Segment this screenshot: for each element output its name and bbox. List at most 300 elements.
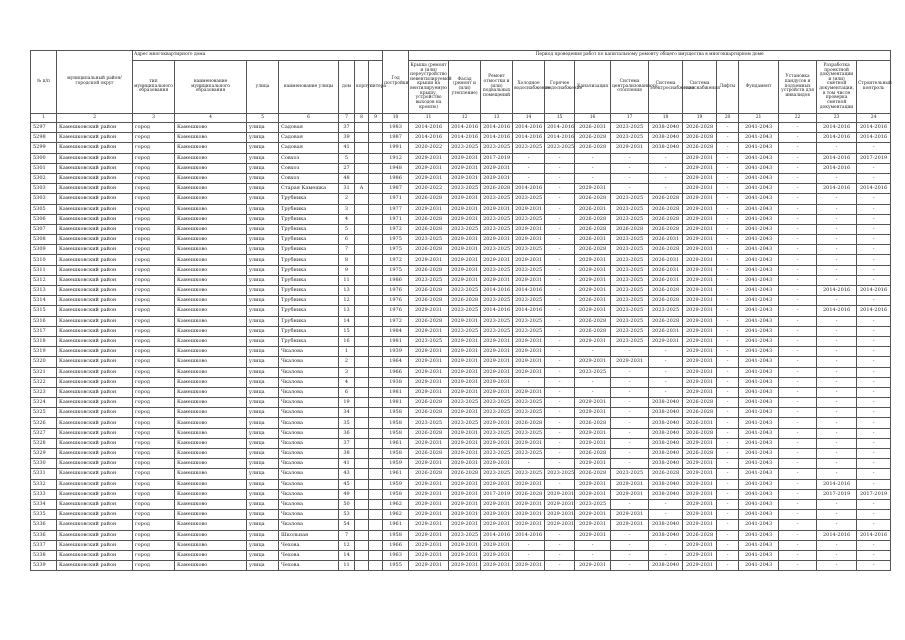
table-body [31,123,891,571]
table-cell: город [133,561,175,571]
table-cell: 1961 [383,438,409,448]
table-cell [369,377,383,387]
table-cell [369,143,383,153]
table-cell: 2026-2028 [683,398,717,408]
table-cell: - [545,173,575,183]
table-cell: улица [247,449,279,459]
table-cell: улица [247,235,279,245]
table-cell: Камешковский район [57,550,133,560]
table-cell: 2026-2028 [449,469,481,479]
table-cell: 2041-2043 [739,184,779,194]
table-cell: 2029-2031 [513,479,545,489]
table-cell: город [133,194,175,204]
table-cell: 2023-2025 [513,326,545,336]
table-cell: 2029-2031 [513,204,545,214]
table-cell: - [779,428,817,438]
table-cell: 2029-2031 [449,428,481,438]
table-cell: 2029-2031 [513,235,545,245]
table-cell: - [779,286,817,296]
table-cell: 2023-2025 [481,143,513,153]
table-cell: 2029-2031 [545,499,575,509]
table-cell: - [857,459,891,469]
table-cell: - [817,367,857,377]
table-cell: 5310 [31,255,57,265]
table-cell: 2029-2031 [409,204,449,214]
table-cell [355,296,369,306]
table-cell [369,367,383,377]
table-cell: 2029-2031 [683,224,717,234]
table-cell: - [817,398,857,408]
table-cell: 2029-2031 [611,357,649,367]
table-cell: 5339 [31,561,57,571]
table-cell: 50 [339,499,355,509]
table-cell: город [133,377,175,387]
table-cell: 39 [339,133,355,143]
table-cell: Чкалова [279,469,339,479]
column-number: 23 [817,114,857,123]
table-row [31,479,891,489]
table-cell: - [817,459,857,469]
table-cell: - [575,347,611,357]
table-cell [355,408,369,418]
table-cell: - [817,387,857,397]
table-cell: - [649,153,683,163]
table-cell: - [857,245,891,255]
table-cell: 2026-2031 [649,275,683,285]
header-cell: № п/п [31,51,57,114]
table-cell: 2017-2019 [481,153,513,163]
table-row [31,265,891,275]
table-cell: 2041-2043 [739,194,779,204]
table-cell: Камешково [175,459,247,469]
table-cell: - [857,214,891,224]
table-cell: 8 [339,255,355,265]
table-cell: Камешковский район [57,357,133,367]
table-cell: 2017-2019 [857,489,891,499]
table-cell: Камешковский район [57,520,133,530]
table-cell: 2014-2016 [481,133,513,143]
table-cell: 2029-2031 [649,336,683,346]
table-cell: 2029-2031 [683,367,717,377]
table-cell: улица [247,245,279,255]
table-cell: 2029-2031 [409,163,449,173]
table-cell: 1976 [383,306,409,316]
table-cell: - [857,296,891,306]
table-cell: Камешковский район [57,316,133,326]
table-cell: 1955 [383,561,409,571]
table-cell: 2029-2031 [481,275,513,285]
table-cell: 2029-2031 [683,194,717,204]
table-cell: - [575,550,611,560]
table-cell [355,438,369,448]
table-cell: Чкалова [279,449,339,459]
table-cell: 5317 [31,326,57,336]
table-cell: - [717,214,739,224]
table-cell: 5300 [31,153,57,163]
table-cell [355,398,369,408]
table-cell: 2023-2025 [481,194,513,204]
table-cell: 1939 [383,347,409,357]
table-cell [369,499,383,509]
table-cell: 2041-2043 [739,499,779,509]
table-cell: Камешково [175,245,247,255]
table-cell: Камешково [175,194,247,204]
table-cell: 5325 [31,408,57,418]
table-cell: 49 [339,489,355,499]
table-cell: 5335 [31,510,57,520]
table-cell: 2038-2040 [649,561,683,571]
table-cell: 2041-2043 [739,255,779,265]
table-cell: Трубника [279,265,339,275]
table-cell: город [133,153,175,163]
table-cell: Камешково [175,530,247,540]
table-cell: - [717,245,739,255]
table-cell: 2029-2031 [449,489,481,499]
table-cell: - [857,499,891,509]
table-cell: - [611,561,649,571]
table-cell: город [133,326,175,336]
table-cell: 2038-2040 [649,520,683,530]
table-cell: 2014-2016 [857,184,891,194]
table-cell: 2029-2031 [409,173,449,183]
table-cell: - [779,143,817,153]
table-cell: - [779,173,817,183]
table-cell: 43 [339,469,355,479]
table-cell: - [513,153,545,163]
table-cell: 2029-2031 [683,561,717,571]
table-cell: 2023-2025 [513,245,545,255]
table-cell: Камешковский район [57,561,133,571]
table-cell: - [717,163,739,173]
table-cell: 2023-2025 [513,143,545,153]
table-cell: - [857,326,891,336]
table-cell: 2029-2031 [683,316,717,326]
table-cell: 2023-2025 [611,235,649,245]
table-cell: 2041-2043 [739,398,779,408]
table-cell: - [717,204,739,214]
table-cell: - [545,550,575,560]
capital-repair-schedule-table [30,50,891,571]
table-cell [369,123,383,133]
table-cell: улица [247,347,279,357]
header-cell: Лифты [717,61,739,114]
table-cell: Трубника [279,235,339,245]
table-cell: 2038-2040 [649,489,683,499]
table-cell: Камешково [175,479,247,489]
table-cell: улица [247,459,279,469]
table-cell: 2029-2031 [449,367,481,377]
table-cell: 5311 [31,265,57,275]
table-cell: 2029-2031 [683,204,717,214]
column-number: 14 [513,114,545,123]
table-cell [355,489,369,499]
table-cell: улица [247,561,279,571]
table-cell: 1987 [383,184,409,194]
table-cell: 2026-2028 [575,143,611,153]
table-cell: город [133,469,175,479]
table-cell: 5322 [31,377,57,387]
table-cell: - [779,336,817,346]
table-row [31,418,891,428]
table-cell: 2029-2031 [683,173,717,183]
table-cell: 2026-2028 [409,224,449,234]
table-cell: - [545,194,575,204]
table-cell: 1 [339,347,355,357]
table-cell: Камешково [175,540,247,550]
table-cell: - [857,520,891,530]
table-cell: Садовая [279,123,339,133]
table-cell: 2038-2040 [649,143,683,153]
column-number: 12 [449,114,481,123]
table-cell: - [857,540,891,550]
table-cell: 1962 [383,499,409,509]
table-cell: 2029-2031 [449,275,481,285]
table-cell: - [545,326,575,336]
table-cell [355,347,369,357]
table-cell: - [545,245,575,255]
table-cell: 2029-2031 [449,357,481,367]
table-cell: 1958 [383,418,409,428]
table-cell: Чкалова [279,459,339,469]
table-cell: - [857,275,891,285]
table-cell: - [779,153,817,163]
table-cell: 2029-2031 [683,347,717,357]
table-cell: - [857,163,891,173]
table-cell: 2026-2028 [409,408,449,418]
table-cell: - [649,550,683,560]
table-cell: - [857,357,891,367]
table-cell: 5314 [31,296,57,306]
table-cell: - [779,418,817,428]
table-cell: город [133,235,175,245]
table-cell: Камешково [175,184,247,194]
table-cell: Камешково [175,296,247,306]
table-cell: Камешковский район [57,194,133,204]
table-cell: Чкалова [279,357,339,367]
table-cell: 2026-2028 [575,224,611,234]
header-cell: Горячее водоснабжение [545,61,575,114]
table-cell: - [817,173,857,183]
header-cell: Система электроснабжения [649,61,683,114]
table-cell: 1966 [383,540,409,550]
table-cell: 41 [339,459,355,469]
table-cell: 2023-2025 [513,296,545,306]
table-cell: 2029-2031 [449,245,481,255]
table-cell: - [857,347,891,357]
table-cell: - [649,387,683,397]
table-cell: 2029-2031 [683,275,717,285]
table-cell: 2023-2025 [611,286,649,296]
table-cell: - [545,418,575,428]
table-row [31,184,891,194]
table-cell: 2029-2031 [683,286,717,296]
table-cell: 2014-2016 [857,306,891,316]
table-cell: 2014-2016 [545,123,575,133]
table-cell [369,510,383,520]
table-cell: 53 [339,510,355,520]
header-cell: муниципальный район/городской округ [57,51,133,114]
table-cell: 7 [339,530,355,540]
table-cell [369,469,383,479]
table-cell: 2029-2031 [481,367,513,377]
table-cell: - [857,224,891,234]
table-cell: Камешковский район [57,235,133,245]
table-cell: Камешково [175,133,247,143]
table-cell: 2029-2031 [575,286,611,296]
table-cell: Камешково [175,153,247,163]
table-cell: 2023-2025 [449,306,481,316]
table-cell: - [717,510,739,520]
table-cell: 2029-2031 [513,336,545,346]
table-cell: 2029-2031 [409,377,449,387]
table-cell: Камешково [175,275,247,285]
column-number: 20 [717,114,739,123]
table-cell: - [717,153,739,163]
table-cell: 34 [339,408,355,418]
table-cell: 1958 [383,449,409,459]
table-cell [355,479,369,489]
table-cell: 2023-2025 [449,418,481,428]
table-cell: 38 [339,449,355,459]
table-cell: 2029-2031 [575,408,611,418]
header-cell: наименование муниципального образования [175,61,247,114]
table-cell: улица [247,296,279,306]
table-cell: город [133,143,175,153]
table-cell: 2029-2031 [409,550,449,560]
table-cell: 2029-2031 [683,357,717,367]
table-cell: 2014-2016 [409,123,449,133]
table-cell: 2026-2028 [649,204,683,214]
table-cell: 2023-2025 [513,316,545,326]
table-cell: - [717,449,739,459]
table-cell: - [779,357,817,367]
table-cell: 2026-2028 [513,489,545,499]
table-cell: Чкалова [279,408,339,418]
table-cell [369,224,383,234]
table-cell: 2041-2043 [739,214,779,224]
table-cell: 2029-2031 [545,520,575,530]
table-cell: - [717,377,739,387]
table-cell: - [545,184,575,194]
table-cell [369,163,383,173]
table-cell: 2020-2022 [409,143,449,153]
table-cell: 2029-2031 [409,357,449,367]
table-cell: улица [247,214,279,224]
table-cell: улица [247,153,279,163]
table-cell: улица [247,163,279,173]
table-cell: город [133,499,175,509]
table-cell: 2029-2031 [481,561,513,571]
table-cell: Трубника [279,224,339,234]
table-cell: - [779,204,817,214]
table-cell: - [545,224,575,234]
table-cell: город [133,133,175,143]
table-cell: 2023-2025 [513,469,545,479]
table-cell: Камешково [175,163,247,173]
header-cell: Холодное водоснабжение [513,61,545,114]
column-number: 17 [611,114,649,123]
table-cell: - [717,306,739,316]
table-cell: - [857,449,891,459]
table-cell [355,449,369,459]
table-cell: 2014-2016 [513,123,545,133]
table-cell: - [779,550,817,560]
table-cell: 2029-2031 [409,306,449,316]
table-cell: - [649,510,683,520]
table-cell: 2029-2031 [575,479,611,489]
table-cell: 2023-2025 [611,214,649,224]
table-cell: Камешково [175,326,247,336]
column-number: 4 [175,114,247,123]
table-cell: 2029-2031 [513,438,545,448]
table-cell: 2026-2028 [575,133,611,143]
table-cell: 1938 [383,377,409,387]
table-cell: 2026-2028 [649,245,683,255]
table-cell: - [817,561,857,571]
table-cell: 5299 [31,143,57,153]
table-cell: город [133,265,175,275]
table-cell: 2041-2043 [739,459,779,469]
table-cell [355,153,369,163]
table-cell: Камешковский район [57,143,133,153]
table-cell: 2023-2025 [611,336,649,346]
table-cell: - [817,428,857,438]
table-cell: 2029-2031 [449,255,481,265]
table-cell: - [817,265,857,275]
table-cell: улица [247,438,279,448]
table-cell: - [779,306,817,316]
table-cell: - [779,245,817,255]
table-cell: 37 [339,438,355,448]
table-cell: А [355,184,369,194]
table-cell: 2029-2031 [409,510,449,520]
table-row [31,540,891,550]
table-cell: 2023-2025 [449,224,481,234]
table-cell: 2029-2031 [611,143,649,153]
table-cell: 2023-2025 [481,214,513,224]
table-row [31,235,891,245]
table-cell: 2014-2016 [449,133,481,143]
table-cell: - [717,286,739,296]
table-cell [355,163,369,173]
table-cell: 2041-2043 [739,357,779,367]
table-row [31,398,891,408]
table-cell: город [133,316,175,326]
header-cell: дом [339,61,355,114]
table-cell: Камешковский район [57,265,133,275]
table-cell: - [857,255,891,265]
table-cell: Камешковский район [57,510,133,520]
table-cell: 2029-2031 [611,520,649,530]
table-cell: - [649,357,683,367]
table-cell: - [857,194,891,204]
table-cell: 2026-2031 [575,204,611,214]
table-cell: - [545,449,575,459]
table-cell: 2029-2031 [481,173,513,183]
table-cell: - [817,194,857,204]
table-cell: 2023-2025 [545,143,575,153]
column-number: 9 [369,114,383,123]
table-cell: - [779,479,817,489]
table-cell [355,194,369,204]
table-cell: - [817,540,857,550]
header-cell: корпус [355,61,369,114]
table-cell: 2026-2028 [683,123,717,133]
table-cell: Трубника [279,255,339,265]
table-cell [355,499,369,509]
table-cell: Чкалова [279,489,339,499]
table-cell: 2017-2019 [481,489,513,499]
